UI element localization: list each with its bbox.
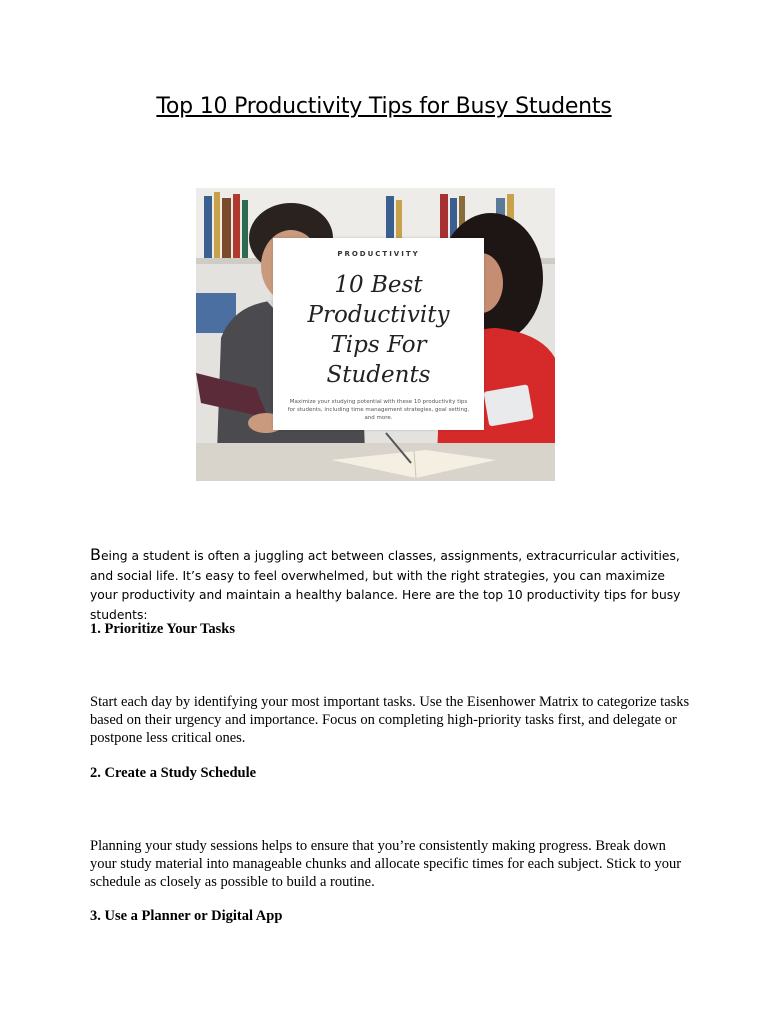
section-body-2: Planning your study sessions helps to ensure that you’re consistently making progress. Break down your study material into manageable chunks and allocate specific times for each subject. Stick to your schedule as closely as possible to build a routine. [90,838,682,890]
drop-cap: B [90,545,101,564]
card-kicker: PRODUCTIVITY [337,250,420,258]
section-body-1: Start each day by identifying your most important tasks. Use the Eisenhower Matrix to categorize tasks based on their urgency and importance. Focus on completing high-priority tasks first, and delegate or postpone less critical ones. [90,694,690,746]
intro-text: eing a student is often a juggling act between classes, assignments, extracurricular activities, and social life. It’s easy to feel overwhelmed, but with the right strategies, you can maximize your productivity and maintain a healthy balance. Here are the top 10 productivity tips for busy students: [90,549,681,622]
section-heading-2: 2. Create a Study Schedule [90,765,257,781]
section-heading-1: 1. Prioritize Your Tasks [90,621,236,637]
promo-card [273,238,484,430]
section-heading-3: 3. Use a Planner or Digital App [90,908,283,924]
intro-paragraph [90,545,690,625]
hero-image [196,188,555,481]
card-description: Maximize your studying potential with these 10 productivity tips for students, including time management strategies, goal setting, and more. [287,399,470,421]
page-title: Top 10 Productivity Tips for Busy Students [156,94,612,119]
card-heading: 10 Best Productivity Tips For Students [307,272,450,388]
